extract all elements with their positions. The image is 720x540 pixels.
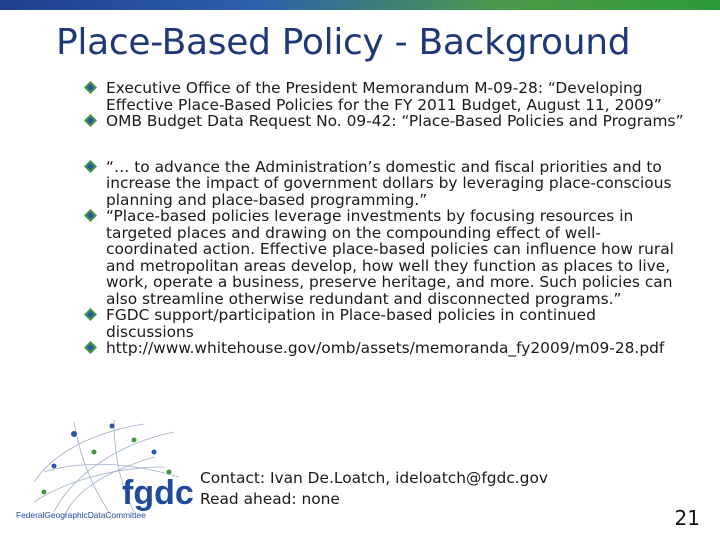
contact-line: Contact: Ivan De.Loatch, ideloatch@fgdc.gov — [200, 469, 548, 487]
bullet-text: FGDC support/participation in Place-based policies in continued discussions — [106, 306, 596, 341]
bullet-text: “Place-based policies leverage investments by focusing resources in targeted places and drawing on the compounding effect of well-coordinated action. Effective place-based policies can influence how rural and metropolitan areas develop, how well they function as places to live, work, operate a business, preserve heritage, and more. Such policies can also streamline otherwise redundant and disconnected programs.” — [106, 207, 674, 308]
fgdc-logo — [14, 412, 196, 522]
bullet-item — [84, 340, 684, 357]
bullet-text: OMB Budget Data Request No. 09-42: “Place-Based Policies and Programs” — [106, 112, 684, 130]
url-text[interactable]: http://www.whitehouse.gov/omb/assets/memoranda_fy2009/m09-28.pdf — [106, 339, 665, 357]
diamond-bullet-icon — [84, 209, 97, 222]
bullet-text: “… to advance the Administration’s domestic and fiscal priorities and to increase the impact of government dollars by leveraging place-conscious planning and place-based programming.” — [106, 157, 672, 209]
bullet-item — [84, 307, 684, 340]
diamond-bullet-icon — [84, 308, 97, 321]
contact-block — [200, 468, 548, 510]
logo-tagline: FederalGeographicDataCommittee — [16, 510, 146, 520]
page-number: 21 — [674, 506, 700, 530]
diamond-bullet-icon — [84, 160, 97, 173]
bullet-item — [84, 113, 684, 130]
bullet-item — [84, 80, 684, 113]
top-accent-bar — [0, 0, 720, 10]
bullet-text: Executive Office of the President Memorandum M-09-28: “Developing Effective Place-Based Policies for the FY 2011 Budget, August 11, 2009” — [106, 79, 662, 114]
slide-title: Place-Based Policy - Background — [56, 22, 631, 63]
diamond-bullet-icon — [84, 114, 97, 127]
logo-wordmark: fgdc — [122, 474, 194, 512]
diamond-bullet-icon — [84, 341, 97, 354]
read-ahead-line: Read ahead: none — [200, 490, 340, 508]
bullet-item — [84, 159, 684, 209]
bullet-list — [84, 80, 684, 357]
diamond-bullet-icon — [84, 81, 97, 94]
bullet-item — [84, 208, 684, 307]
